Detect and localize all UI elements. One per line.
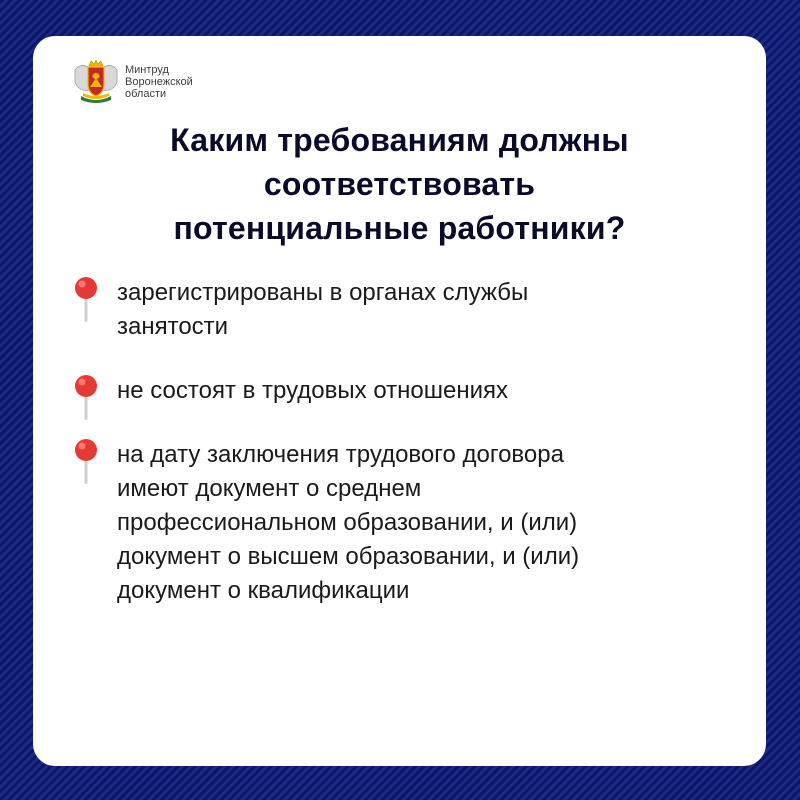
requirement-3-line-2: имеют документ о среднем: [117, 475, 422, 502]
ministry-name: [125, 64, 193, 100]
requirement-3-line-1: на дату заключения трудового договора: [117, 441, 564, 468]
list-item: [69, 438, 729, 608]
title-line-2: соответствовать: [263, 166, 536, 202]
requirement-2-line-1: не состоят в трудовых отношениях: [117, 377, 508, 404]
requirement-1-line-1: зарегистрированы в органах службы: [117, 279, 529, 306]
requirements-list: [69, 276, 729, 608]
requirement-3-line-5: документ о квалификации: [117, 577, 410, 604]
list-item: [69, 276, 729, 344]
title-line-1: Каким требованиям должны: [170, 122, 629, 158]
ministry-name-line-3: области: [125, 88, 167, 100]
round-pushpin-icon: [69, 374, 103, 422]
requirement-3-line-4: документ о высшем образовании, и (или): [117, 543, 580, 570]
requirement-1-line-2: занятости: [117, 313, 229, 340]
voronezh-coat-of-arms-icon: [71, 60, 121, 104]
requirement-3-line-3: профессиональном образовании, и (или): [117, 509, 578, 536]
list-item: [69, 374, 729, 408]
ministry-logo: [71, 60, 193, 104]
ministry-name-line-2: Воронежской: [125, 76, 193, 88]
title-line-3: потенциальные работники?: [173, 210, 626, 246]
content-card: [33, 36, 766, 766]
page-title: [33, 118, 766, 250]
round-pushpin-icon: [69, 276, 103, 324]
ministry-name-line-1: Минтруд: [125, 64, 169, 76]
round-pushpin-icon: [69, 438, 103, 486]
